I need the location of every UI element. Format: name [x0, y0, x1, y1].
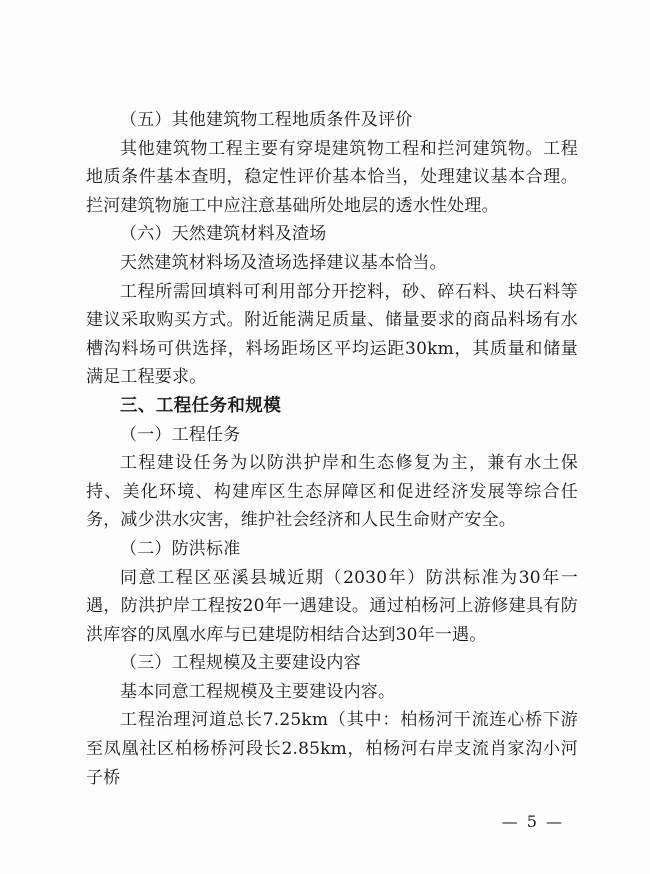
section-heading-3: 三、工程任务和规模 — [120, 395, 282, 416]
paragraph-river-length: 工程治理河道总长7.25km（其中：柏杨河干流连心桥下游至凤凰社区柏杨桥河段长2.85km，柏杨河右岸支流肖家沟小河子桥 — [86, 710, 578, 788]
page-content — [86, 106, 578, 792]
section-subheading-3: （三）工程规模及主要建设内容 — [120, 653, 361, 674]
section-subheading-1: （一）工程任务 — [120, 424, 241, 445]
paragraph-scale-agreement: 基本同意工程规模及主要建设内容。 — [120, 681, 396, 702]
paragraph-flood-standard: 同意工程区巫溪县城近期（2030年）防洪标准为30年一遇，防洪护岸工程按20年一遇建设。通过柏杨河上游修建具有防洪库容的凤凰水库与已建堤防相结合达到30年一遇。 — [86, 567, 578, 645]
paragraph-other-structures: 其他建筑物工程主要有穿堤建筑物工程和拦河建筑物。工程地质条件基本查明，稳定性评价基本恰当，处理建议基本合理。拦河建筑物施工中应注意基础所处地层的透水性处理。 — [86, 138, 578, 216]
section-subheading-5: （五）其他建筑物工程地质条件及评价 — [120, 110, 413, 130]
paragraph-materials-summary: 天然建筑材料场及渣场选择建议基本恰当。 — [120, 252, 447, 273]
page-number: — 5 — — [501, 812, 564, 831]
section-subheading-6: （六）天然建筑材料及渣场 — [120, 224, 327, 245]
section-subheading-2: （二）防洪标准 — [120, 538, 241, 559]
paragraph-fill-materials: 工程所需回填料可利用部分开挖料，砂、碎石料、块石料等建议采取购买方式。附近能满足质量、储量要求的商品料场有水槽沟料场可供选择，料场距场区平均运距30km，其质量和储量满足工程要求。 — [86, 281, 578, 388]
paragraph-project-tasks: 工程建设任务为以防洪护岸和生态修复为主，兼有水土保持、美化环境、构建库区生态屏障区和促进经济发展等综合任务，减少洪水灾害，维护社会经济和人民生命财产安全。 — [86, 453, 578, 531]
